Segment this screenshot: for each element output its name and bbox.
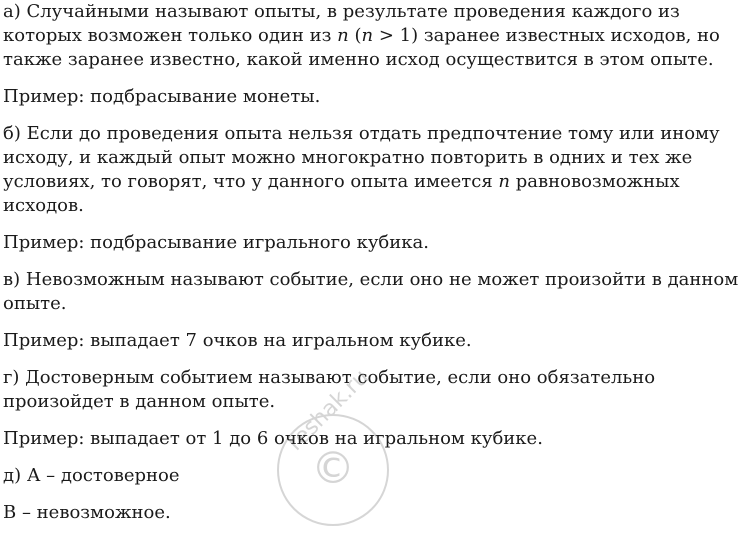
watermark-text: reshak.ru <box>282 364 374 456</box>
example-c: Пример: выпадает 7 очков на игральном кубике. <box>3 330 472 351</box>
paragraph-a <box>3 0 720 72</box>
example-a: Пример: подбрасывание монеты. <box>3 86 321 107</box>
example-b: Пример: подбрасывание игрального кубика. <box>3 232 429 253</box>
math-condition: > 1) <box>373 25 419 46</box>
paren-open: ( <box>348 25 362 46</box>
math-n: n <box>337 25 349 46</box>
paragraph-b-line-4: исходов. <box>3 195 84 216</box>
paragraph-b-line-1: б) Если до проведения опыта нельзя отдать предпочтение тому или иному <box>3 123 720 144</box>
example-d: Пример: выпадает от 1 до 6 очков на игральном кубике. <box>3 428 543 449</box>
final-line: В – невозможное. <box>3 502 171 523</box>
watermark-copyright-icon: © <box>311 443 355 494</box>
paragraph-a-line-3: также заранее известно, какой именно исход осуществится в этом опыте. <box>3 49 714 70</box>
paragraph-a-line-2-post: заранее известных исходов, но <box>418 25 720 46</box>
paragraph-a-line-2-pre: которых возможен только один из <box>3 25 338 46</box>
paragraph-d-line-2: произойдет в данном опыте. <box>3 391 276 412</box>
paragraph-b <box>3 122 720 218</box>
paragraph-d-line-1: г) Достоверным событием называют событие, если оно обязательно <box>3 367 656 388</box>
paragraph-b-line-3-pre: условиях, то говорят, что у данного опыта имеется <box>3 171 499 192</box>
document-body <box>3 0 738 525</box>
math-n-3: n <box>498 171 511 192</box>
paragraph-d <box>3 366 656 414</box>
paragraph-b-line-3-post: равновозможных <box>510 171 680 192</box>
paragraph-a-line-2 <box>3 24 720 48</box>
paragraph-b-line-2: исходу, и каждый опыт можно многократно повторить в одних и тех же <box>3 147 693 168</box>
math-n-2: n <box>361 25 374 46</box>
paragraph-c-line-2: опыте. <box>3 293 67 314</box>
paragraph-b-line-3 <box>3 170 680 194</box>
paragraph-e: д) А – достоверное <box>3 465 180 486</box>
paragraph-c <box>3 268 738 316</box>
paragraph-c-line-1: в) Невозможным называют событие, если оно не может произойти в данном <box>3 269 738 290</box>
paragraph-a-line-1: а) Случайными называют опыты, в результате проведения каждого из <box>3 1 680 22</box>
